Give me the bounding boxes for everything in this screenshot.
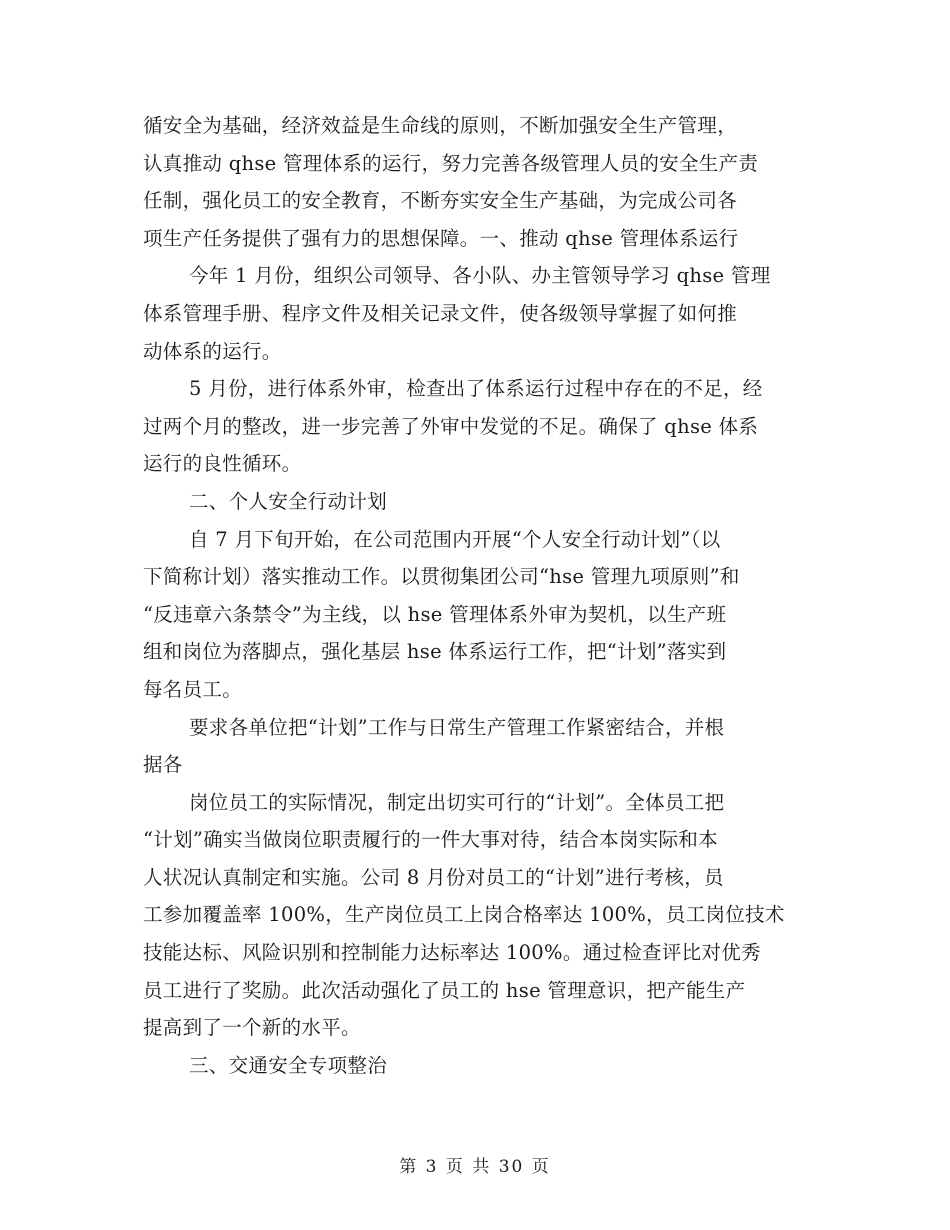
text-line: 组和岗位为落脚点，强化基层 hse 体系运行工作，把“计划”落实到 bbox=[143, 640, 727, 664]
text-line: 下简称计划）落实推动工作。以贯彻集团公司“hse 管理九项原则”和 bbox=[143, 565, 740, 589]
text-line: “计划”确实当做岗位职责履行的一件大事对待，结合本岗实际和本 bbox=[143, 828, 718, 852]
total-pages-number: 30 bbox=[498, 1157, 525, 1177]
footer-suffix: 页 bbox=[531, 1157, 551, 1177]
text-line: 认真推动 qhse 管理体系的运行，努力完善各级管理人员的安全生产责 bbox=[143, 151, 759, 175]
text-line: “反违章六条禁令”为主线，以 hse 管理体系外审为契机，以生产班 bbox=[143, 602, 727, 626]
text-line: 动体系的运行。 bbox=[143, 339, 282, 363]
text-line: 员工进行了奖励。此次活动强化了员工的 hse 管理意识，把产能生产 bbox=[143, 978, 746, 1002]
text-line: 项生产任务提供了强有力的思想保障。一、推动 qhse 管理体系运行 bbox=[143, 226, 739, 250]
footer-prefix: 第 bbox=[399, 1157, 419, 1177]
text-line: 过两个月的整改，进一步完善了外审中发觉的不足。确保了 qhse 体系 bbox=[143, 414, 759, 438]
page-footer bbox=[0, 1152, 950, 1177]
text-line: 5 月份，进行体系外审，检查出了体系运行过程中存在的不足，经 bbox=[189, 377, 763, 401]
text-line: 人状况认真制定和实施。公司 8 月份对员工的“计划”进行考核，员 bbox=[143, 865, 724, 889]
footer-middle: 页 共 bbox=[445, 1157, 492, 1177]
document-body bbox=[143, 107, 815, 1084]
text-line: 岗位员工的实际情况，制定出切实可行的“计划”。全体员工把 bbox=[189, 790, 725, 814]
text-line: 运行的良性循环。 bbox=[143, 452, 302, 476]
section-heading: 三、交通安全专项整治 bbox=[189, 1053, 388, 1077]
text-line: 要求各单位把“计划”工作与日常生产管理工作紧密结合，并根 bbox=[189, 715, 725, 739]
text-line: 提高到了一个新的水平。 bbox=[143, 1016, 361, 1040]
text-line: 工参加覆盖率 100%，生产岗位员工上岗合格率达 100%，员工岗位技术 bbox=[143, 903, 785, 927]
current-page-number: 3 bbox=[425, 1157, 439, 1177]
text-line: 技能达标、风险识别和控制能力达标率达 100%。通过检查评比对优秀 bbox=[143, 941, 761, 965]
text-line: 体系管理手册、程序文件及相关记录文件，使各级领导掌握了如何推 bbox=[143, 301, 738, 325]
text-line: 任制，强化员工的安全教育，不断夯实安全生产基础，为完成公司各 bbox=[143, 189, 738, 213]
text-line: 据各 bbox=[143, 753, 183, 777]
text-line: 循安全为基础，经济效益是生命线的原则，不断加强安全生产管理， bbox=[143, 114, 738, 137]
section-heading: 二、个人安全行动计划 bbox=[189, 489, 388, 513]
text-line: 自 7 月下旬开始，在公司范围内开展“个人安全行动计划”（以 bbox=[189, 527, 721, 551]
text-line: 今年 1 月份，组织公司领导、各小队、办主管领导学习 qhse 管理 bbox=[189, 264, 771, 288]
text-line: 每名员工。 bbox=[143, 677, 243, 701]
